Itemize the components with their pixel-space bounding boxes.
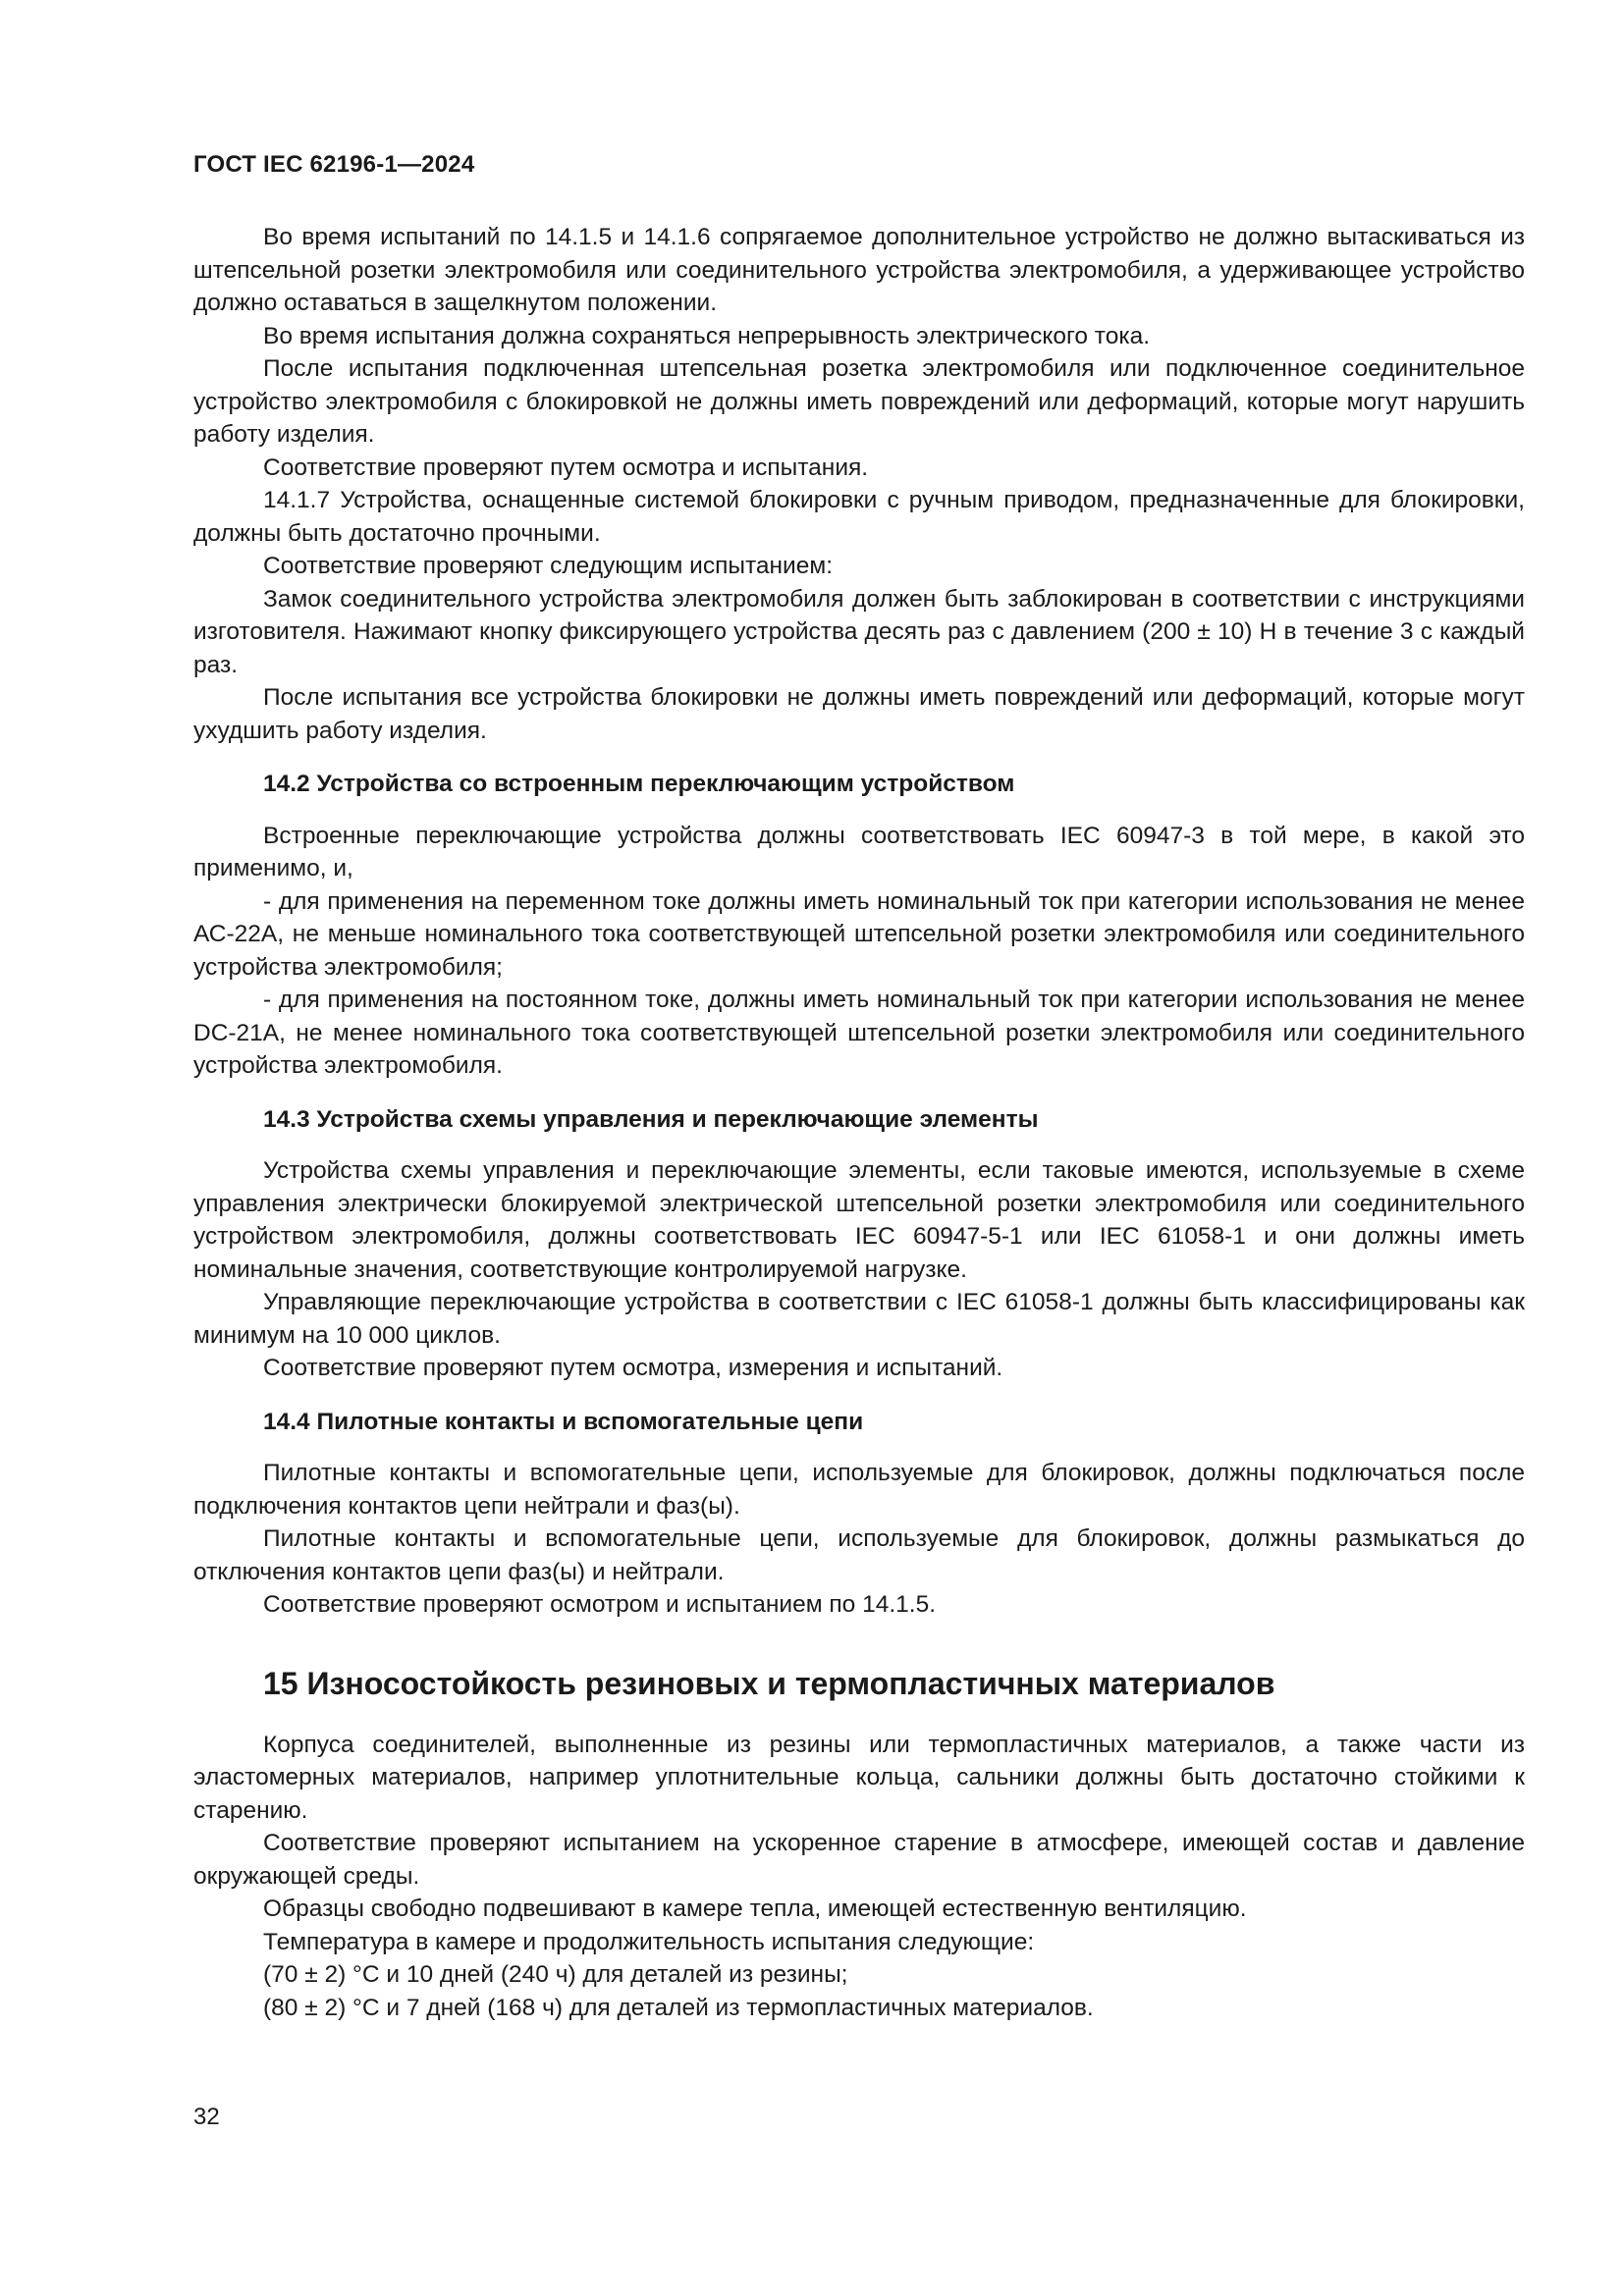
paragraph: Образцы свободно подвешивают в камере тепла, имеющей естественную вентиляцию. bbox=[263, 1896, 1247, 1922]
list-item: - для применения на переменном токе должны иметь номинальный ток при категории использования не менее АС-22А, не меньше номинального тока соответствующей штепсельной розетки электромобиля или соединительного устройства электромобиля; bbox=[193, 887, 1525, 981]
paragraph: Пилотные контакты и вспомогательные цепи, используемые для блокировок, должны подключаться после подключения контактов цепи нейтрали и фаз(ы). bbox=[193, 1460, 1525, 1520]
paragraph: Соответствие проверяют испытанием на ускоренное старение в атмосфере, имеющей состав и давление окружающей среды. bbox=[193, 1830, 1525, 1890]
paragraph: Соответствие проверяют путем осмотра, измерения и испытаний. bbox=[263, 1355, 1003, 1381]
paragraph: Соответствие проверяют осмотром и испытанием по 14.1.5. bbox=[263, 1591, 937, 1618]
paragraph: Корпуса соединителей, выполненные из резины или термопластичных материалов, а также части из эластомерных материалов, например уплотнительные кольца, сальники должны быть достаточно стойкими к старению. bbox=[193, 1731, 1525, 1824]
paragraph: Во время испытаний по 14.1.5 и 14.1.6 сопрягаемое дополнительное устройство не должно вытаскиваться из штепсельной розетки электромобиля или соединительного устройства электромобиля, а удерживающее устройство должно оставаться в защелкнутом положении. bbox=[193, 224, 1525, 316]
running-header: ГОСТ IEC 62196-1—2024 bbox=[193, 151, 475, 178]
paragraph: Соответствие проверяют следующим испытанием: bbox=[263, 553, 834, 579]
page-number: 32 bbox=[193, 2104, 220, 2130]
paragraph: Соответствие проверяют путем осмотра и испытания. bbox=[263, 454, 869, 481]
paragraph: Пилотные контакты и вспомогательные цепи, используемые для блокировок, должны размыкаться до отключения контактов цепи фаз(ы) и нейтрали. bbox=[193, 1525, 1525, 1585]
list-item: (80 ± 2) °С и 7 дней (168 ч) для деталей из термопластичных материалов. bbox=[263, 1994, 1094, 2021]
paragraph: Встроенные переключающие устройства должны соответствовать IEC 60947-3 в той мере, в какой это применимо, и, bbox=[193, 822, 1525, 881]
paragraph: Устройства схемы управления и переключающие элементы, если таковые имеются, используемые в схеме управления электрически блокируемой электрической штепсельной розетки электромобиля или соединительного устройством электромобиля, должны соответствовать IEC 60947-5-1 или IEC 61058-1 и они должны иметь номинальные значения, соответствующие контролируемой нагрузке. bbox=[193, 1157, 1525, 1283]
paragraph: После испытания все устройства блокировки не должны иметь повреждений или деформаций, которые могут ухудшить работу изделия. bbox=[193, 684, 1525, 744]
list-item: - для применения на постоянном токе, должны иметь номинальный ток при категории использования не менее DC-21A, не менее номинального тока соответствующей штепсельной розетки электромобиля или соединительного устройства электромобиля. bbox=[193, 987, 1525, 1079]
section-heading-14-3: 14.3 Устройства схемы управления и переключающие элементы bbox=[263, 1105, 1039, 1133]
paragraph: Температура в камере и продолжительность испытания следующие: bbox=[263, 1928, 1035, 1955]
body-text bbox=[193, 221, 1525, 2024]
section-heading-14-4: 14.4 Пилотные контакты и вспомогательные цепи bbox=[263, 1408, 864, 1435]
document-page bbox=[193, 0, 1525, 2296]
section-heading-15: 15 Износостойкость резиновых и термопластичных материалов bbox=[263, 1665, 1275, 1701]
paragraph: Управляющие переключающие устройства в соответствии с IEC 61058-1 должны быть классифицированы как минимум на 10 000 циклов. bbox=[193, 1289, 1525, 1349]
paragraph: Во время испытания должна сохраняться непрерывность электрического тока. bbox=[263, 322, 1151, 349]
paragraph: Замок соединительного устройства электромобиля должен быть заблокирован в соответствии с инструкциями изготовителя. Нажимают кнопку фиксирующего устройства десять раз с давлением (200 ± 10) Н в течение 3 с каждый раз. bbox=[193, 585, 1525, 678]
list-item: (70 ± 2) °С и 10 дней (240 ч) для деталей из резины; bbox=[263, 1961, 848, 1988]
paragraph: 14.1.7 Устройства, оснащенные системой блокировки с ручным приводом, предназначенные для блокировки, должны быть достаточно прочными. bbox=[193, 487, 1525, 547]
section-heading-14-2: 14.2 Устройства со встроенным переключающим устройством bbox=[263, 771, 1015, 797]
paragraph: После испытания подключенная штепсельная розетка электромобиля или подключенное соединительное устройство электромобиля с блокировкой не должны иметь повреждений или деформаций, которые могут нарушить работу изделия. bbox=[193, 355, 1525, 448]
